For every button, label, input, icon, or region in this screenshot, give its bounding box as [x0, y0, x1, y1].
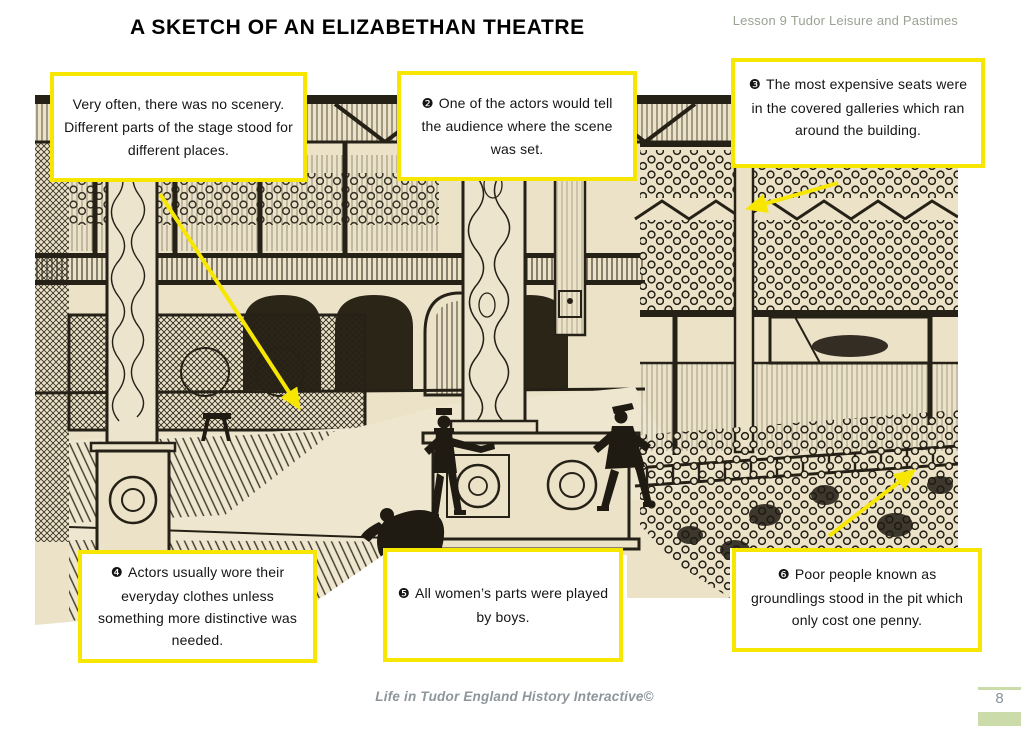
page-number-accent	[978, 712, 1021, 726]
callout-number: ❹	[110, 565, 123, 582]
credit-line: Life in Tudor England History Interactive©	[375, 689, 654, 704]
callout-number: ❸	[748, 77, 762, 93]
page-title: A SKETCH OF AN ELIZABETHAN THEATRE	[130, 16, 585, 39]
callout-text: Very often, there was no scenery. Different parts of the stage stood for different places.	[64, 95, 293, 158]
callout-text: All women’s parts were played by boys.	[415, 585, 609, 625]
callout-text: Poor people known as groundlings stood in the pit which only cost one penny.	[750, 566, 964, 628]
left-gallery-edge	[35, 142, 69, 542]
lesson-label: Lesson 9 Tudor Leisure and Pastimes	[732, 13, 958, 28]
callout-narrator	[397, 71, 637, 181]
callout-galleries	[731, 58, 985, 168]
callout-boys	[383, 548, 623, 662]
callout-number: ❺	[397, 586, 411, 602]
callout-number: ❻	[777, 567, 790, 583]
callout-text: Actors usually wore their everyday clothes unless something more distinctive was needed.	[97, 564, 298, 649]
callout-text: One of the actors would tell the audience where the scene was set.	[421, 94, 613, 157]
callout-scenery	[50, 72, 307, 182]
callout-groundlings	[732, 548, 982, 652]
callout-number: ❷	[421, 95, 434, 112]
callout-text: The most expensive seats were in the covered galleries which ran around the building.	[751, 76, 968, 138]
right-galleries	[635, 142, 958, 455]
callout-costumes	[78, 550, 317, 663]
page-number: 8	[995, 690, 1004, 707]
